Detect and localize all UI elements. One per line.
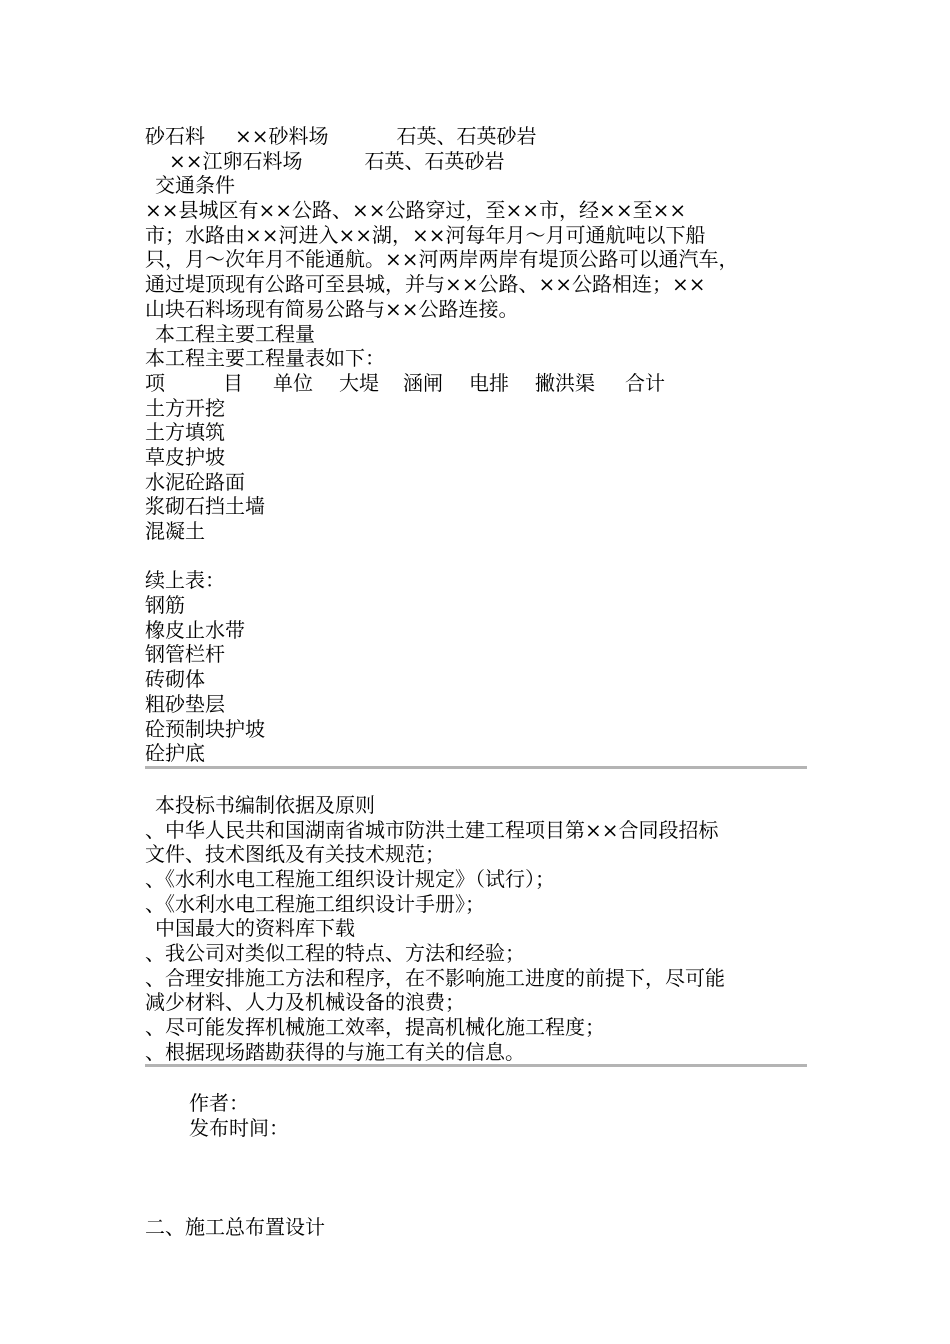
- basis-line: 、尽可能发挥机械施工效率，提高机械化施工程度；: [145, 1015, 605, 1040]
- col-header: 撇洪渠: [535, 370, 595, 395]
- table-row: 砖砌体: [145, 667, 205, 692]
- traffic-line: ××县城区有××公路、××公路穿过，至××市，经××至××: [145, 198, 687, 223]
- table-row: 浆砌石挡土墙: [145, 494, 265, 519]
- basis-line: 、我公司对类似工程的特点、方法和经验；: [145, 941, 525, 965]
- traffic-heading: 交通条件: [155, 173, 235, 198]
- col-header: 目: [223, 370, 243, 395]
- col-header: 单位: [273, 370, 313, 395]
- traffic-line: 通过堤顶现有公路可至县城，并与××公路、××公路相连；××: [145, 272, 706, 297]
- material-row-sand: [145, 124, 807, 149]
- table-row: 砼预制块护坡: [145, 716, 265, 741]
- quantities-table-header: [145, 371, 807, 396]
- traffic-line: 只，月～次年月不能通航。××河两岸两岸有堤顶公路可以通汽车，: [145, 247, 739, 272]
- col-header: 大堤: [339, 370, 379, 395]
- table-row: 钢管栏杆: [145, 642, 225, 667]
- traffic-line: 山块石料场现有简易公路与××公路连接。: [145, 296, 519, 321]
- quantities-heading: 本工程主要工程量: [155, 321, 315, 346]
- material-prefix: 砂石料: [145, 124, 205, 148]
- col-header: 电排: [469, 370, 509, 395]
- basis-line: 、《水利水电工程施工组织设计手册》；: [145, 891, 485, 916]
- basis-heading: 本投标书编制依据及原则: [155, 792, 375, 817]
- basis-line: 、合理安排施工方法和程序，在不影响施工进度的前提下，尽可能: [145, 965, 725, 990]
- section-title: 二、施工总布置设计: [145, 1214, 325, 1239]
- basis-line: 文件、技术图纸及有关技术规范；: [145, 842, 445, 867]
- col-header: 合计: [625, 370, 665, 395]
- col-header: 涵闸: [403, 370, 443, 395]
- document-body: [145, 124, 807, 1240]
- table-row: 土方开挖: [145, 395, 225, 420]
- basis-line: 、《水利水电工程施工组织设计规定》（试行）；: [145, 866, 555, 891]
- material-row-gravel: [145, 149, 807, 174]
- table-row: 土方填筑: [145, 420, 225, 445]
- material-type: 石英、石英砂岩: [396, 124, 537, 148]
- banner-text: 中国最大的资料库下载: [155, 916, 355, 941]
- continued-label: 续上表：: [145, 568, 225, 593]
- material-type: 石英、石英砂岩: [364, 148, 505, 173]
- table-row: 钢筋: [145, 593, 185, 618]
- author-label: 作者：: [189, 1091, 249, 1116]
- table-row: 粗砂垫层: [145, 691, 225, 716]
- traffic-line: 市；水路由××河进入××湖，××河每年月～月可通航吨以下船: [145, 222, 706, 247]
- table-row: 橡皮止水带: [145, 617, 245, 642]
- basis-line: 、中华人民共和国湖南省城市防洪土建工程项目第××合同段招标: [145, 817, 719, 842]
- table-row: 草皮护坡: [145, 444, 225, 469]
- quantities-intro: 本工程主要工程量表如下：: [145, 346, 385, 371]
- col-header: 项: [145, 370, 165, 395]
- material-source: ××砂料场: [235, 124, 329, 148]
- basis-line: 减少材料、人力及机械设备的浪费；: [145, 990, 465, 1015]
- table-row: 混凝土: [145, 519, 205, 543]
- basis-line: 、根据现场踏勘获得的与施工有关的信息。: [145, 1039, 525, 1064]
- table-row: 水泥砼路面: [145, 469, 245, 494]
- publish-date-label: 发布时间：: [189, 1116, 289, 1141]
- material-source: ××江卵石料场: [169, 148, 303, 173]
- table-row: 砼护底: [145, 741, 205, 766]
